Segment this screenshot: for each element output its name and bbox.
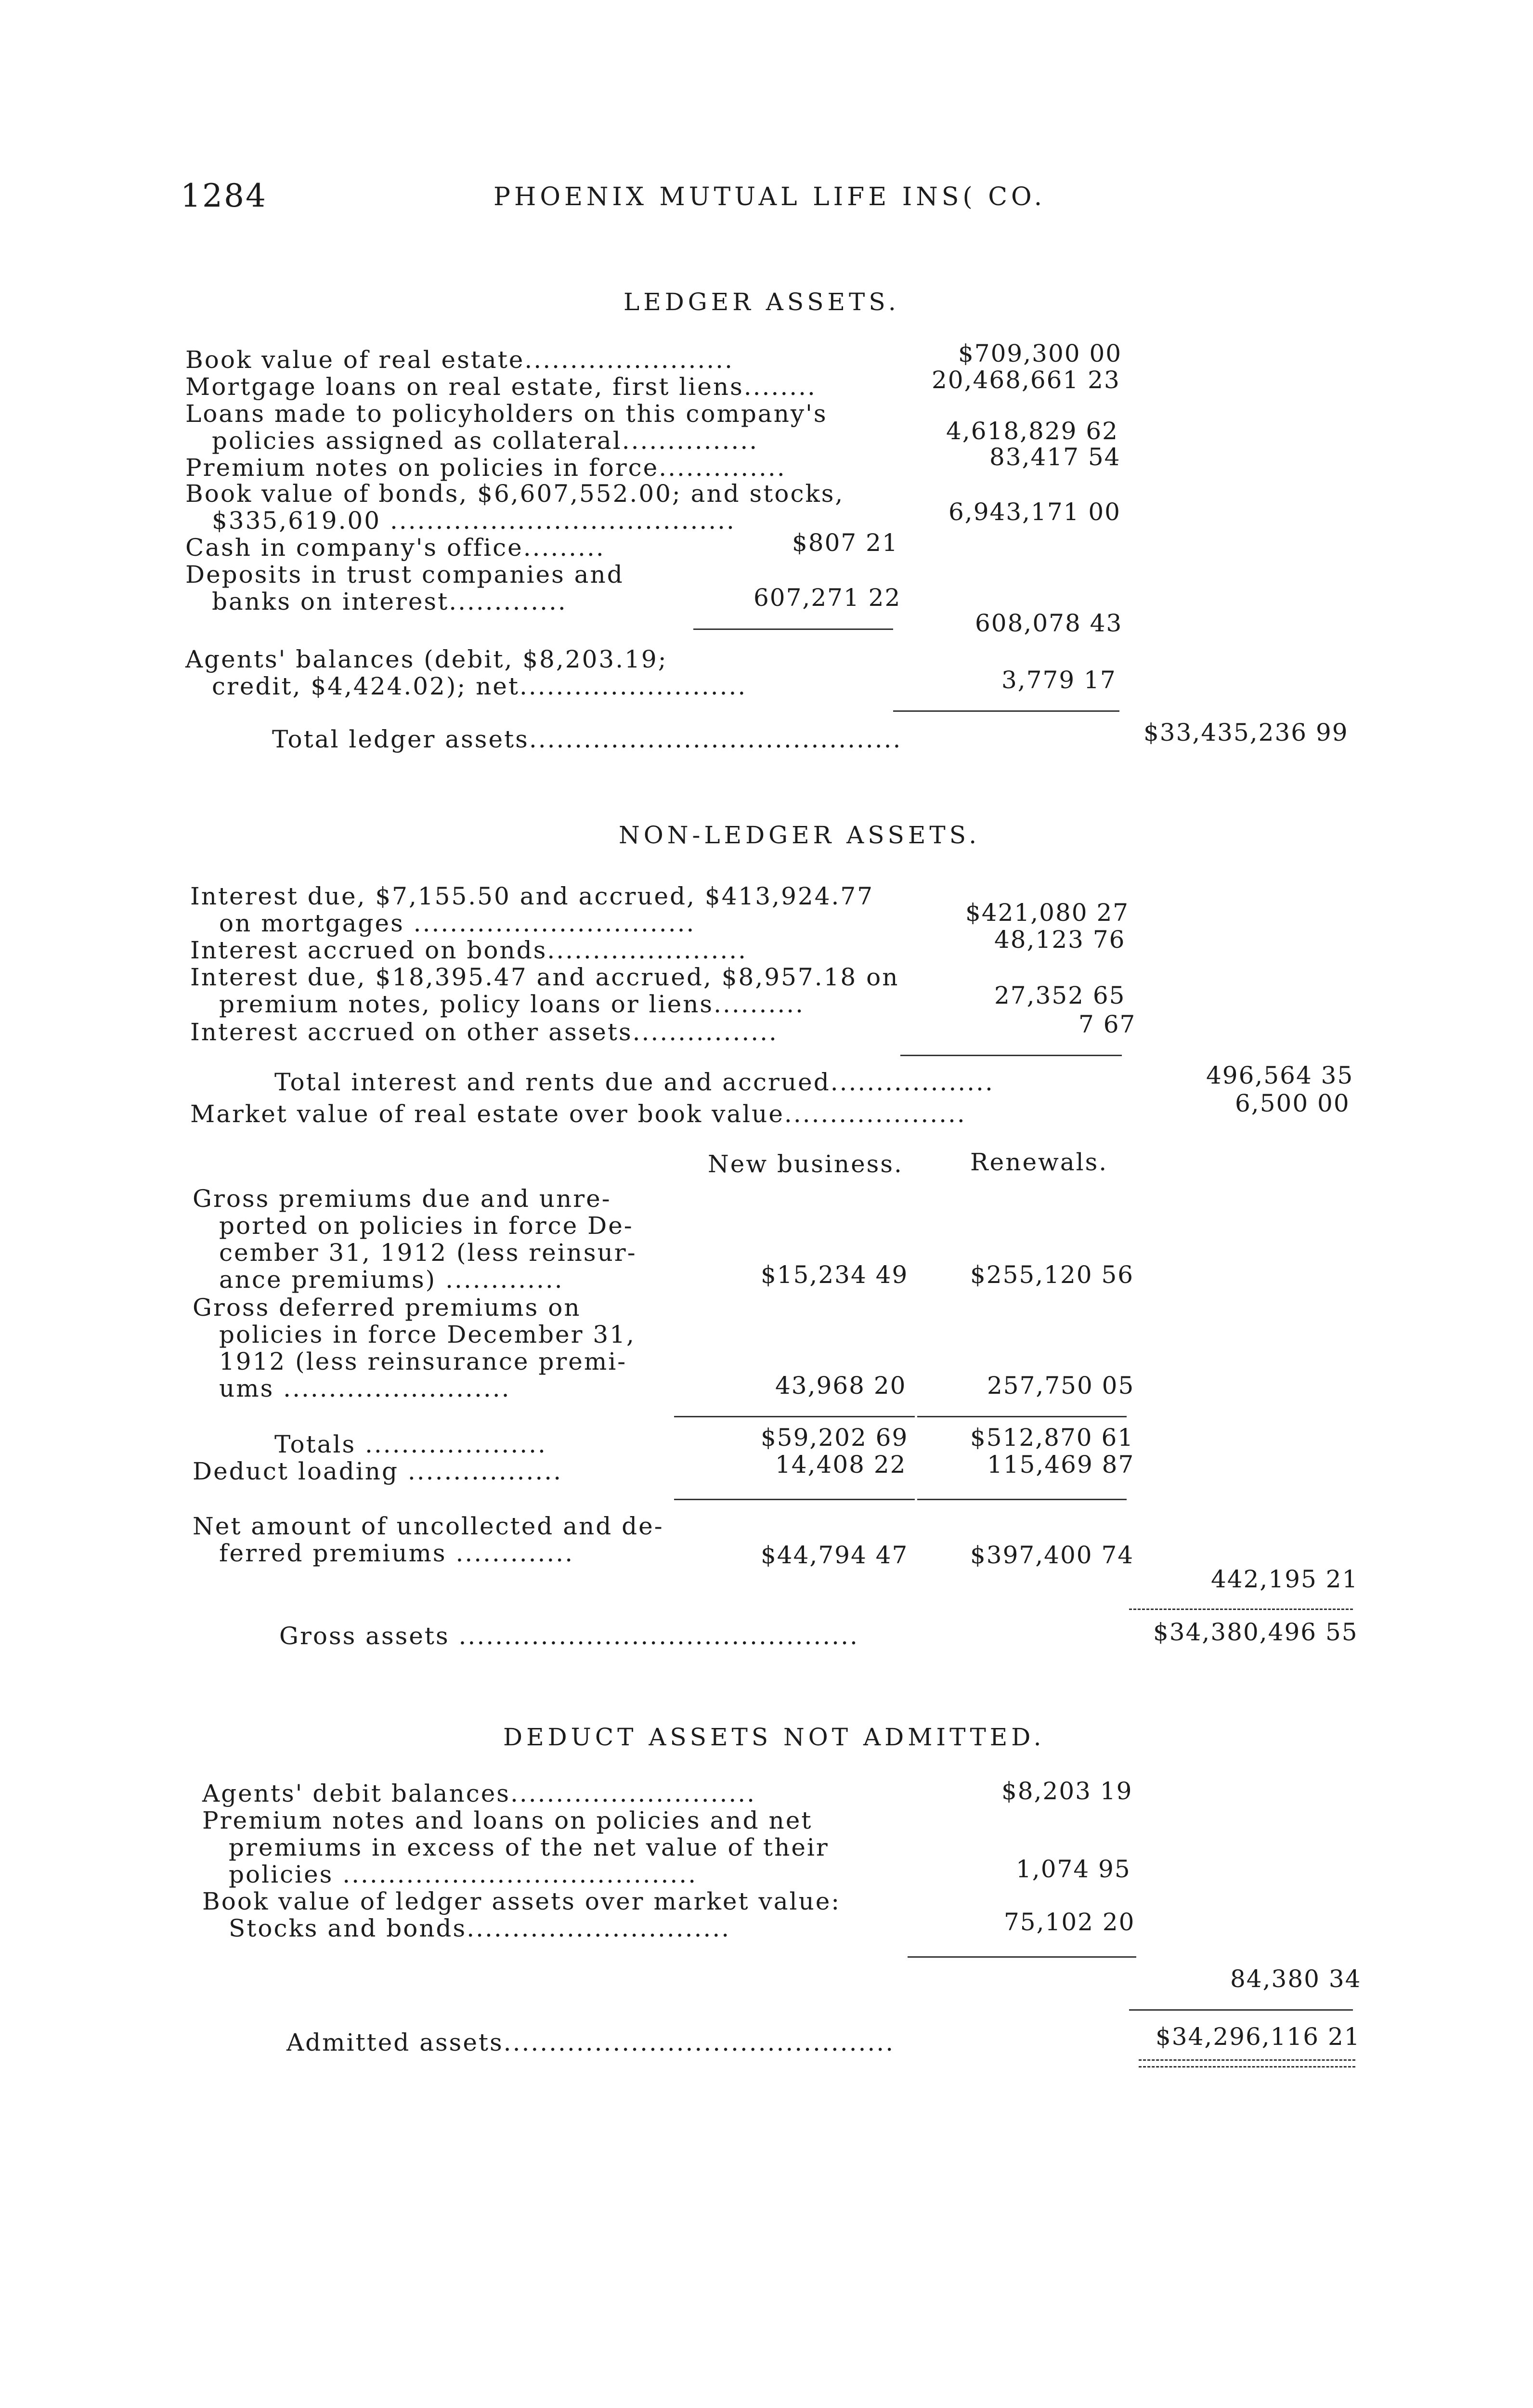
nonledger-label-note-interest: Interest due, $18,395.47 and accrued, $8,957.18 on xyxy=(190,963,899,991)
total-interest-label: Total interest and rents due and accrued.................. xyxy=(274,1068,994,1096)
admitted-double-rule-2 xyxy=(1139,2066,1355,2068)
gross-deferred-label-2: policies in force December 31, xyxy=(219,1321,636,1348)
deduct-value-premium-notes: 1,074 95 xyxy=(1016,1855,1131,1883)
ledger-label-deposits-2: banks on interest............. xyxy=(212,588,567,615)
gross-due-label-1: Gross premiums due and unre- xyxy=(193,1185,611,1213)
nonledger-heading: NON-LEDGER ASSETS. xyxy=(619,821,981,849)
admitted-assets-label: Admitted assets........................................... xyxy=(286,2028,895,2056)
nonledger-label-bond-interest: Interest accrued on bonds...................... xyxy=(190,936,748,964)
gross-due-label-3: cember 31, 1912 (less reinsur- xyxy=(219,1239,637,1267)
gross-assets-value: $34,380,496 55 xyxy=(1153,1618,1358,1646)
gross-deferred-label-1: Gross deferred premiums on xyxy=(193,1294,581,1322)
ledger-label-agents-balances: Agents' balances (debit, $8,203.19; xyxy=(185,645,668,673)
admitted-rule xyxy=(1129,2009,1353,2011)
admitted-assets-value: $34,296,116 21 xyxy=(1156,2023,1361,2051)
deduct-label-premium-notes-3: policies ....................................... xyxy=(229,1860,698,1888)
totals-new: $59,202 69 xyxy=(761,1424,909,1452)
gross-due-renew: $255,120 56 xyxy=(970,1261,1134,1289)
loading-new-rule xyxy=(674,1499,915,1500)
deduct-label-agents-debit: Agents' debit balances........................... xyxy=(202,1780,756,1807)
deduct-heading: DEDUCT ASSETS NOT ADMITTED. xyxy=(503,1723,1045,1751)
column-header-new-business: New business. xyxy=(708,1150,903,1178)
net-premiums-renew: $397,400 74 xyxy=(970,1541,1134,1569)
ledger-label-bonds-stocks: Book value of bonds, $6,607,552.00; and stocks, xyxy=(185,480,844,508)
admitted-double-rule-1 xyxy=(1139,2059,1355,2061)
ledger-value-policy-loans: 4,618,829 62 xyxy=(946,417,1118,445)
ledger-label-agents-balances-2: credit, $4,424.02); net......................... xyxy=(212,672,747,700)
ledger-label-real-estate: Book value of real estate....................... xyxy=(185,346,734,374)
gross-deferred-new: 43,968 20 xyxy=(775,1372,907,1400)
nonledger-value-bond-interest: 48,123 76 xyxy=(994,926,1126,954)
ledger-value-agents-balances: 3,779 17 xyxy=(1001,666,1117,694)
market-value-value: 6,500 00 xyxy=(1235,1089,1350,1117)
loading-new: 14,408 22 xyxy=(775,1451,907,1479)
ledger-label-policy-loans: Loans made to policyholders on this company's xyxy=(185,400,828,428)
gross-deferred-renew: 257,750 05 xyxy=(987,1372,1135,1400)
ledger-value-bonds-stocks: 6,943,171 00 xyxy=(948,498,1121,526)
ledger-label-premium-notes: Premium notes on policies in force.............. xyxy=(185,454,786,482)
loading-renew-rule xyxy=(917,1499,1127,1500)
ledger-deposits-rule xyxy=(693,628,893,630)
gross-assets-label: Gross assets ............................................ xyxy=(279,1622,859,1650)
net-premiums-new: $44,794 47 xyxy=(761,1541,909,1569)
nonledger-interest-rule xyxy=(900,1055,1122,1056)
deduct-total: 84,380 34 xyxy=(1230,1965,1362,1993)
deduct-label-market-value: Book value of ledger assets over market value: xyxy=(202,1887,841,1915)
nonledger-label-mortgage-interest-2: on mortgages ............................... xyxy=(219,909,696,937)
ledger-heading: LEDGER ASSETS. xyxy=(624,288,900,316)
ledger-value-cash: $807 21 xyxy=(792,529,898,557)
nonledger-label-note-interest-2: premium notes, policy loans or liens.......... xyxy=(219,990,805,1018)
column-header-renewals: Renewals. xyxy=(970,1148,1108,1176)
ledger-value-mortgage-loans: 20,468,661 23 xyxy=(932,366,1120,394)
deduct-label-premium-notes: Premium notes and loans on policies and net xyxy=(202,1806,813,1834)
nonledger-value-note-interest: 27,352 65 xyxy=(994,982,1126,1009)
nonledger-label-other-interest: Interest accrued on other assets................ xyxy=(190,1018,778,1046)
premium-renew-rule xyxy=(917,1416,1127,1417)
ledger-total-value: $33,435,236 99 xyxy=(1143,719,1349,746)
ledger-value-premium-notes: 83,417 54 xyxy=(989,443,1121,471)
net-premiums-label-1: Net amount of uncollected and de- xyxy=(193,1512,664,1540)
premium-new-rule xyxy=(674,1416,915,1417)
gross-due-new: $15,234 49 xyxy=(761,1261,909,1289)
deduct-label-market-value-2: Stocks and bonds............................. xyxy=(229,1914,731,1942)
loading-renew: 115,469 87 xyxy=(987,1451,1135,1479)
net-premiums-label-2: ferred premiums ............. xyxy=(219,1539,574,1567)
ledger-label-bonds-stocks-2: $335,619.00 ...................................... xyxy=(212,507,736,535)
ledger-label-deposits: Deposits in trust companies and xyxy=(185,561,624,589)
ledger-value-cash-deposits-sum: 608,078 43 xyxy=(975,609,1123,637)
ledger-total-rule xyxy=(893,710,1119,712)
ledger-label-cash: Cash in company's office......... xyxy=(185,534,605,562)
page-number: 1284 xyxy=(181,177,267,214)
deduct-label-premium-notes-2: premiums in excess of the net value of their xyxy=(229,1833,829,1861)
nonledger-value-other-interest: 7 67 xyxy=(1078,1010,1136,1038)
gross-due-label-4: ance premiums) ............. xyxy=(219,1266,564,1294)
deduct-value-agents-debit: $8,203 19 xyxy=(1001,1777,1133,1805)
deduct-rule xyxy=(908,1956,1136,1958)
nonledger-label-mortgage-interest: Interest due, $7,155.50 and accrued, $413,924.77 xyxy=(190,882,874,910)
totals-renew: $512,870 61 xyxy=(970,1424,1134,1452)
net-premiums-total: 442,195 21 xyxy=(1211,1565,1359,1593)
ledger-value-deposits: 607,271 22 xyxy=(754,584,901,612)
deduct-value-market-value: 75,102 20 xyxy=(1004,1908,1135,1936)
ledger-label-policy-loans-2: policies assigned as collateral............... xyxy=(212,427,759,455)
ledger-value-real-estate: $709,300 00 xyxy=(958,340,1122,367)
market-value-label: Market value of real estate over book value.................... xyxy=(190,1100,966,1128)
ledger-label-mortgage-loans: Mortgage loans on real estate, first liens........ xyxy=(185,373,817,401)
gross-deferred-label-4: ums ......................... xyxy=(219,1374,511,1402)
ledger-total-label: Total ledger assets......................................... xyxy=(272,725,902,753)
gross-due-label-2: ported on policies in force De- xyxy=(219,1212,634,1240)
totals-label: Totals .................... xyxy=(274,1430,547,1458)
running-title: PHOENIX MUTUAL LIFE INS( CO. xyxy=(494,183,1046,211)
nonledger-value-mortgage-interest: $421,080 27 xyxy=(965,899,1130,927)
loading-label: Deduct loading ................. xyxy=(193,1457,563,1485)
total-interest-value: 496,564 35 xyxy=(1206,1061,1354,1089)
gross-deferred-label-3: 1912 (less reinsurance premi- xyxy=(219,1348,627,1375)
gross-assets-rule xyxy=(1129,1609,1353,1610)
